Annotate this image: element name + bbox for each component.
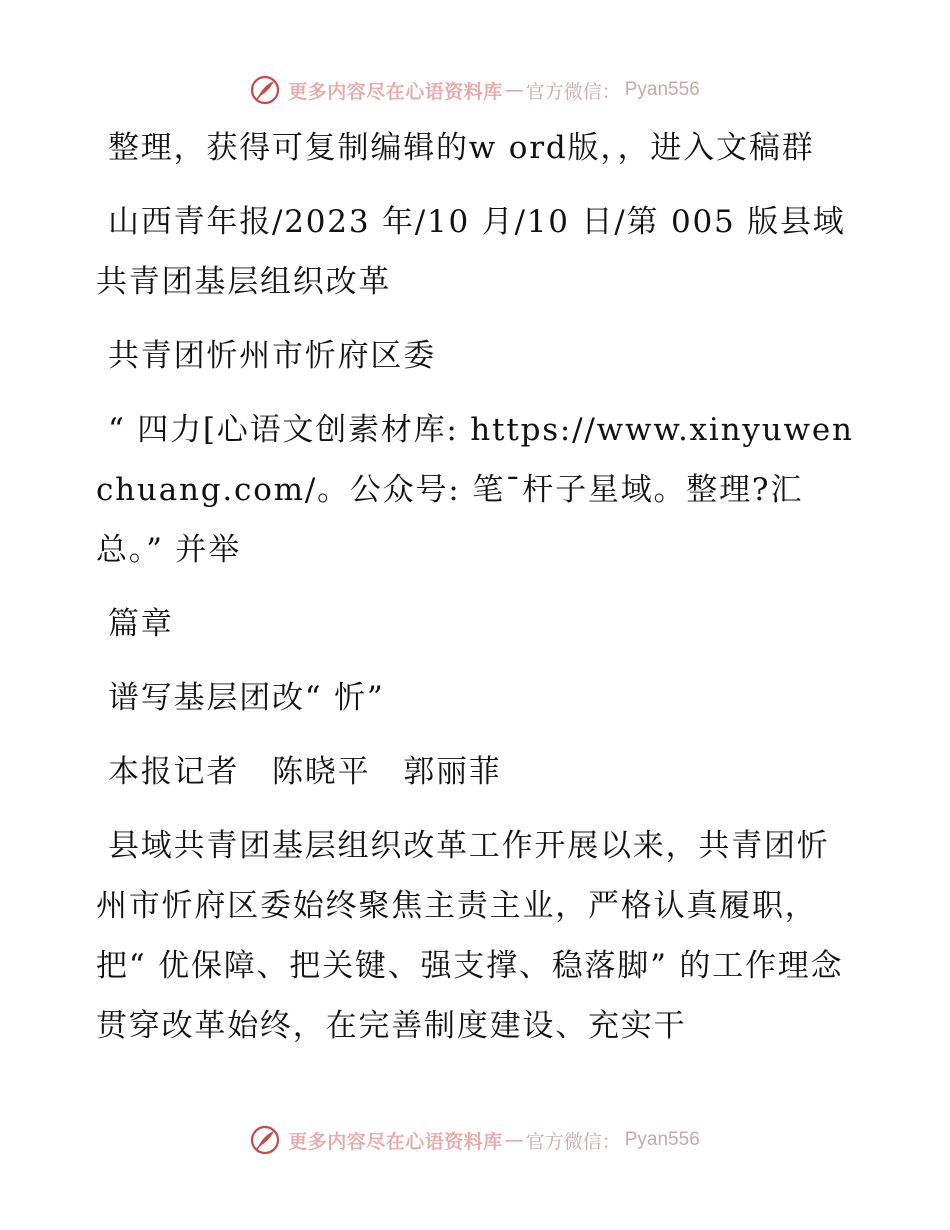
feather-pen-icon — [250, 75, 280, 105]
watermark-wechat-id: Pyan556 — [624, 79, 700, 100]
watermark-text: 更多内容尽在心语资料库 — [288, 1130, 503, 1153]
paragraph-headline-part2: 篇章 — [108, 606, 174, 642]
paragraph-body: 县域共青团基层组织改革工作开展以来，共青团忻州市忻府区委始终聚焦主责主业，严格认真履职，把“ 优保障、把关键、强支撑、稳落脚” 的工作理念贯穿改革始终，在完善制度建设、充实干 — [96, 828, 844, 1044]
watermark-wechat-label: 官方微信： — [525, 80, 621, 103]
paragraph-intro: 整理，获得可复制编辑的w ord版，，进入文稿群 — [108, 130, 815, 166]
paragraph-headline-part1: “ 四力[心语文创素材库: https://www.xinyuwenchuang.com/。公众号: 笔¯杆子星域。整理?汇总。” 并举 — [96, 412, 854, 568]
watermark-text: 更多内容尽在心语资料库 — [288, 80, 503, 103]
paragraph-source: 山西青年报/2023 年/10 月/10 日/第 005 版县域共青团基层组织改革 — [96, 204, 846, 300]
watermark-separator: — — [504, 79, 524, 101]
watermark-wechat-id: Pyan556 — [624, 1129, 700, 1150]
paragraph-headline-part3: 谱写基层团改“ 忻” — [108, 680, 385, 716]
watermark-separator: — — [504, 1129, 524, 1151]
document-body — [96, 118, 856, 1070]
feather-pen-icon — [250, 1125, 280, 1155]
footer-watermark — [0, 1120, 950, 1160]
paragraph-byline: 本报记者 陈晓平 郭丽菲 — [108, 754, 502, 790]
paragraph-author-org: 共青团忻州市忻府区委 — [108, 338, 436, 374]
watermark-wechat-label: 官方微信： — [525, 1130, 621, 1153]
header-watermark — [0, 70, 950, 110]
